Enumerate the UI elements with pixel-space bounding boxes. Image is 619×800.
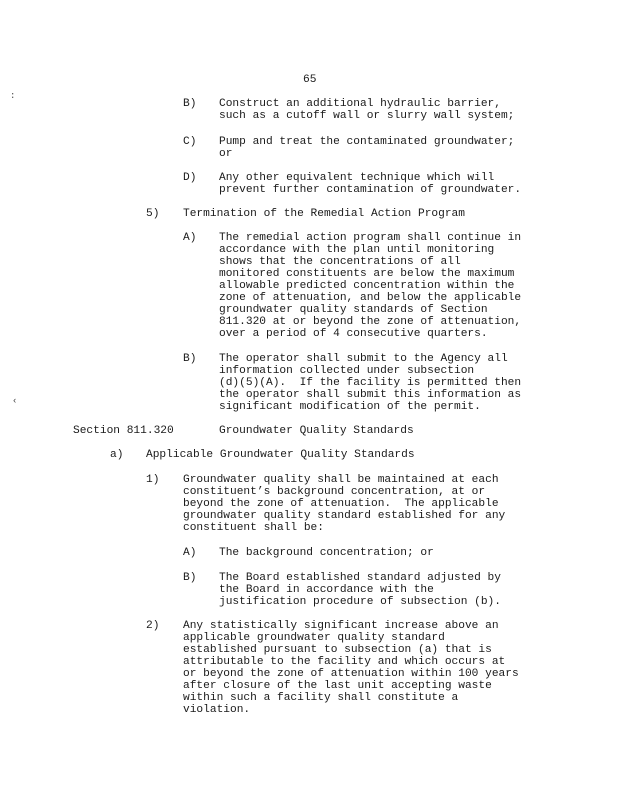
sub-a2-line: established pursuant to subsection (a) that is <box>183 644 492 656</box>
section-number: Section 811.320 <box>73 425 174 437</box>
sub-a1b-line: the Board in accordance with the <box>219 584 434 596</box>
item-5b-line: the operator shall submit this information as <box>219 389 522 401</box>
item-5b-line: information collected under subsection <box>219 365 475 377</box>
item-5-heading: Termination of the Remedial Action Program <box>183 208 465 220</box>
sub-a1a-label: A) <box>183 547 197 559</box>
sub-a1-line: constituent’s background concentration, at or <box>183 486 486 498</box>
sub-a-heading: Applicable Groundwater Quality Standards <box>146 449 415 461</box>
item-c-line: or <box>219 148 233 160</box>
item-5-label: 5) <box>146 208 160 220</box>
item-5a-line: shows that the concentrations of all <box>219 256 461 268</box>
item-5b-line: The operator shall submit to the Agency all <box>219 353 508 365</box>
sub-a2-line: within such a facility shall constitute a <box>183 692 459 704</box>
item-c-line: Pump and treat the contaminated groundwater; <box>219 136 515 148</box>
sub-a1b-line: The Board established standard adjusted by <box>219 572 501 584</box>
sub-a1-line: constituent shall be: <box>183 522 324 534</box>
sub-a1b-label: B) <box>183 572 197 584</box>
item-5a-line: zone of attenuation, and below the applicable <box>219 292 522 304</box>
sub-a2-line: Any statistically significant increase above an <box>183 620 499 632</box>
item-5a-line: The remedial action program shall continue in <box>219 232 522 244</box>
margin-mark: : <box>10 91 16 101</box>
item-b-line: such as a cutoff wall or slurry wall system; <box>219 110 515 122</box>
item-d-line: prevent further contamination of groundwater. <box>219 184 522 196</box>
item-5a-line: 811.320 at or beyond the zone of attenuation, <box>219 316 522 328</box>
item-5a-line: monitored constituents are below the maximum <box>219 268 515 280</box>
item-5a-label: A) <box>183 232 197 244</box>
page-number: 65 <box>303 74 317 86</box>
sub-a2-line: or beyond the zone of attenuation within 100 years <box>183 668 519 680</box>
section-title: Groundwater Quality Standards <box>219 425 414 437</box>
item-b-label: B) <box>183 98 197 110</box>
item-5b-line: (d)(5)(A). If the facility is permitted then <box>219 377 522 389</box>
item-5a-line: over a period of 4 consecutive quarters. <box>219 328 488 340</box>
sub-a2-line: after closure of the last unit accepting waste <box>183 680 492 692</box>
item-5a-line: allowable predicted concentration within the <box>219 280 515 292</box>
sub-a1-line: Groundwater quality shall be maintained at each <box>183 474 499 486</box>
item-5a-line: groundwater quality standards of Section <box>219 304 488 316</box>
item-c-label: C) <box>183 136 197 148</box>
item-5b-line: significant modification of the permit. <box>219 401 481 413</box>
item-b-line: Construct an additional hydraulic barrier, <box>219 98 501 110</box>
item-5b-label: B) <box>183 353 197 365</box>
sub-a1a-line: The background concentration; or <box>219 547 434 559</box>
sub-a2-line: violation. <box>183 704 251 716</box>
sub-a2-line: attributable to the facility and which occurs at <box>183 656 506 668</box>
item-5a-line: accordance with the plan until monitoring <box>219 244 495 256</box>
sub-a1-label: 1) <box>146 474 160 486</box>
margin-mark: ‹ <box>12 396 18 406</box>
sub-a1-line: beyond the zone of attenuation. The applicable <box>183 498 499 510</box>
sub-a1b-line: justification procedure of subsection (b). <box>219 596 501 608</box>
item-d-label: D) <box>183 172 197 184</box>
sub-a1-line: groundwater quality standard established for any <box>183 510 506 522</box>
sub-a2-line: applicable groundwater quality standard <box>183 632 445 644</box>
item-d-line: Any other equivalent technique which will <box>219 172 495 184</box>
sub-a-label: a) <box>110 449 124 461</box>
sub-a2-label: 2) <box>146 620 160 632</box>
